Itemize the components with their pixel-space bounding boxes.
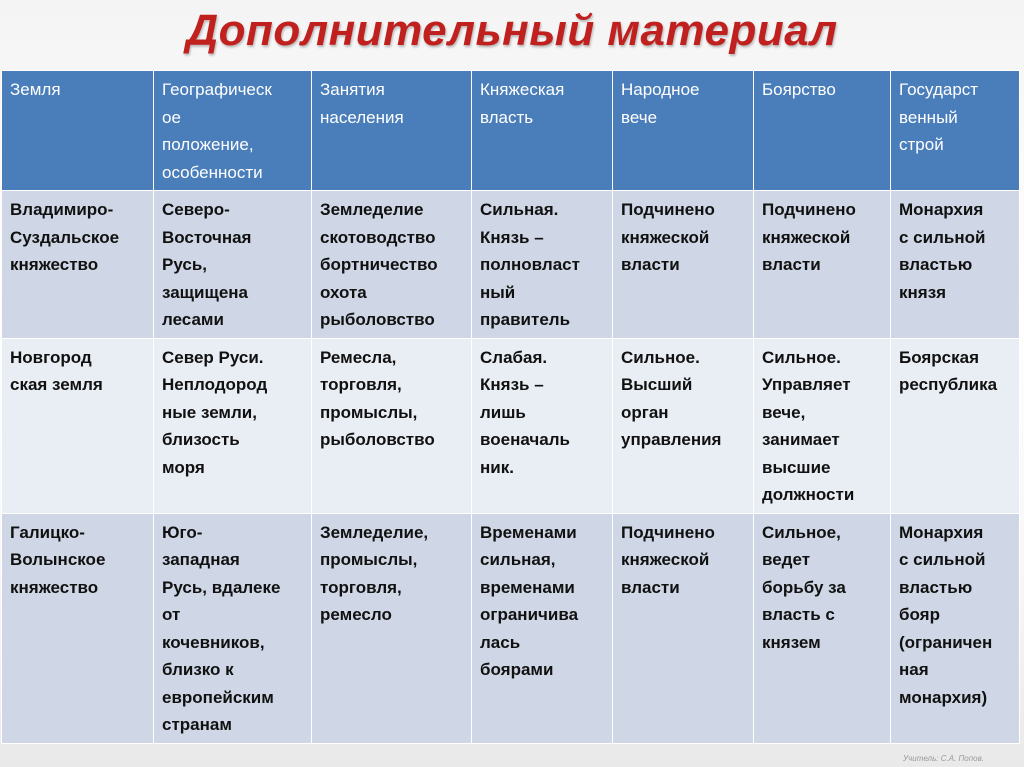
table-cell: Север Руси. Неплодород ные земли, близость моря	[154, 338, 312, 513]
table-cell: Подчинено княжеской власти	[613, 513, 754, 743]
author-footnote: Учитель: С.А. Попов.	[903, 754, 984, 763]
table-cell: Подчинено княжеской власти	[613, 191, 754, 339]
table-row	[2, 191, 1020, 339]
table-cell: Временами сильная, временами ограничива лась боярами	[472, 513, 613, 743]
table-cell: Монархия с сильной властью князя	[891, 191, 1020, 339]
header-boyars: Боярство	[754, 71, 891, 191]
header-land: Земля	[2, 71, 154, 191]
table-header-row	[2, 71, 1020, 191]
header-princely-power: Княжеская власть	[472, 71, 613, 191]
table-cell: Юго- западная Русь, вдалеке от кочевников, близко к европейским странам	[154, 513, 312, 743]
table-cell: Галицко- Волынское княжество	[2, 513, 154, 743]
lands-comparison-table	[1, 70, 1020, 744]
table-cell: Подчинено княжеской власти	[754, 191, 891, 339]
table-cell: Сильное. Управляет вече, занимает высшие должности	[754, 338, 891, 513]
table-cell: Сильное, ведет борьбу за власть с князем	[754, 513, 891, 743]
table-cell: Владимиро- Суздальское княжество	[2, 191, 154, 339]
table-cell: Сильное. Высший орган управления	[613, 338, 754, 513]
slide-title: Дополнительный материал	[186, 6, 838, 55]
table-cell: Слабая. Князь – лишь военачаль ник.	[472, 338, 613, 513]
table-row	[2, 513, 1020, 743]
table-row	[2, 338, 1020, 513]
table-cell: Земледелие, промыслы, торговля, ремесло	[312, 513, 472, 743]
table-cell: Боярская республика	[891, 338, 1020, 513]
table-cell: Северо- Восточная Русь, защищена лесами	[154, 191, 312, 339]
header-veche: Народное вече	[613, 71, 754, 191]
table-cell: Монархия с сильной властью бояр (ограничен ная монархия)	[891, 513, 1020, 743]
table-cell: Сильная. Князь – полновласт ный правитель	[472, 191, 613, 339]
table-cell: Новгород ская земля	[2, 338, 154, 513]
table-cell: Ремесла, торговля, промыслы, рыболовство	[312, 338, 472, 513]
header-geography: Географическ ое положение, особенности	[154, 71, 312, 191]
header-occupations: Занятия населения	[312, 71, 472, 191]
table-cell: Земледелие скотоводство бортничество охота рыболовство	[312, 191, 472, 339]
header-state-system: Государст венный строй	[891, 71, 1020, 191]
